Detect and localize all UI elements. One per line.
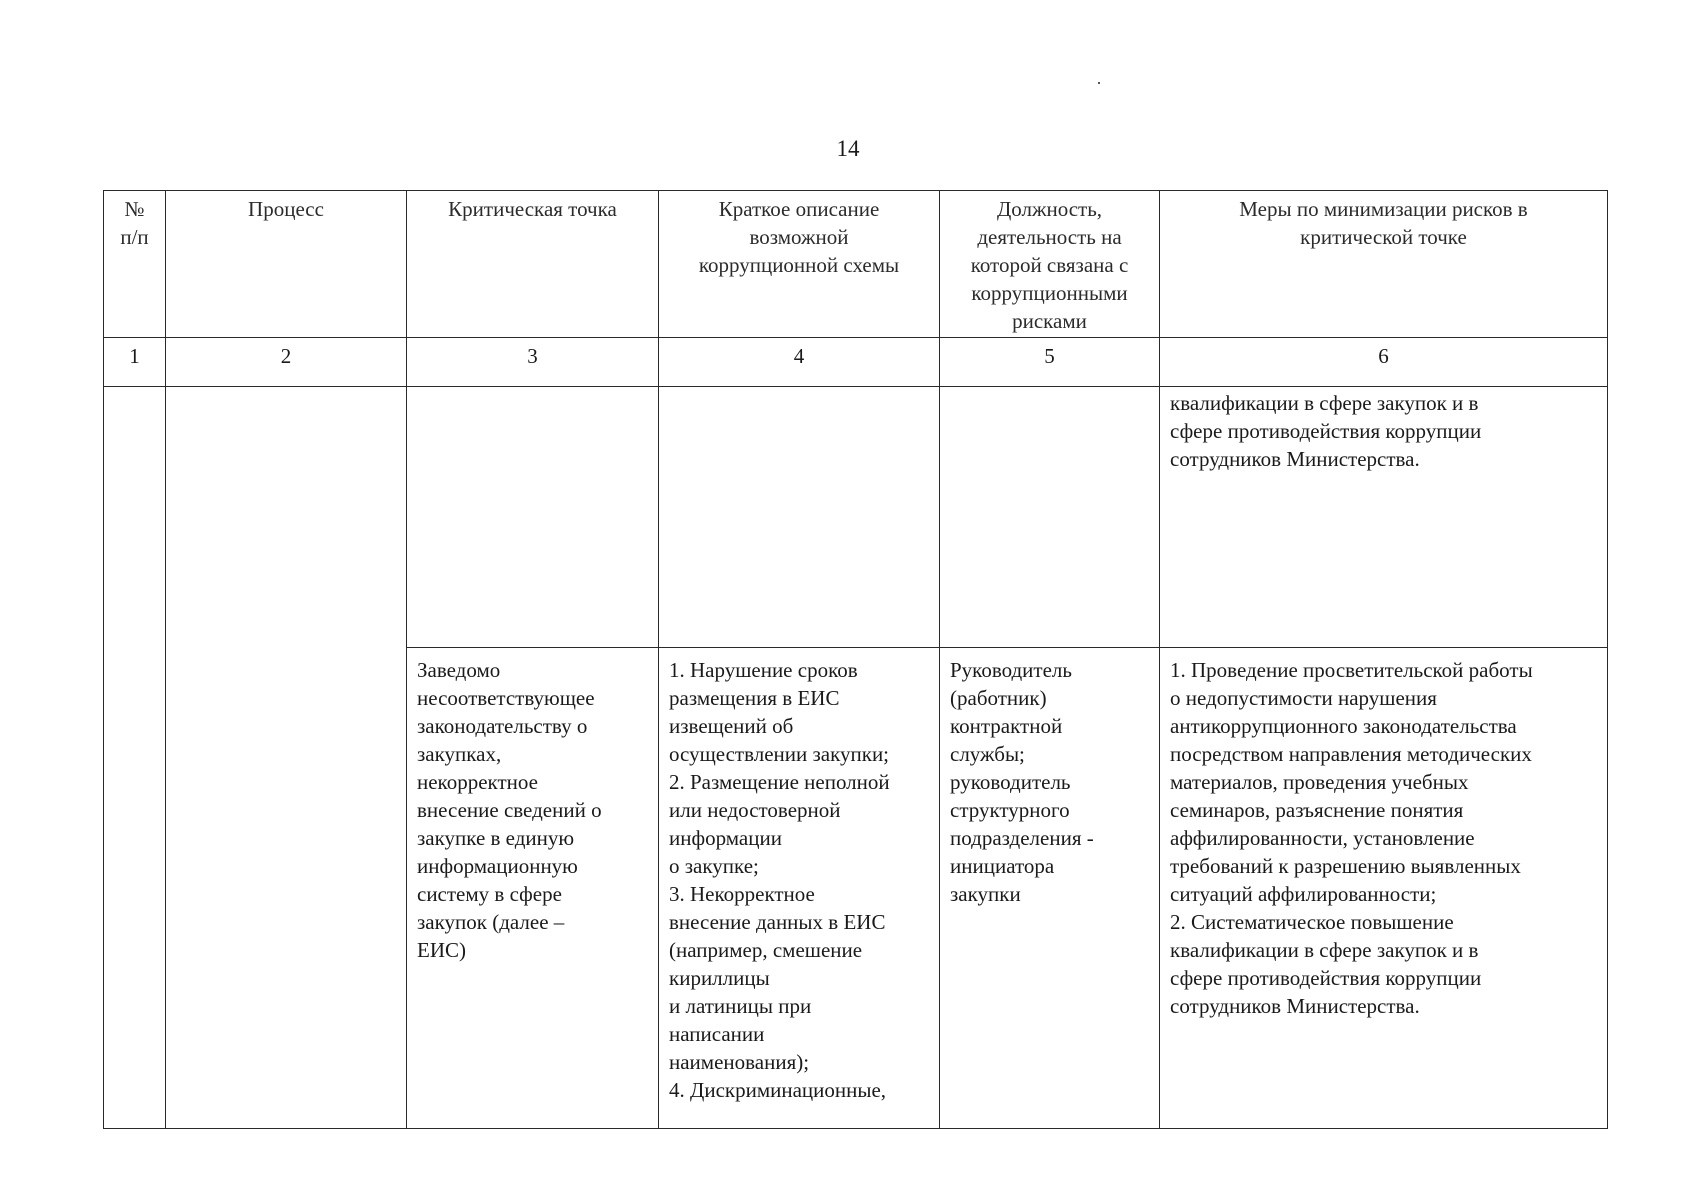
- cell-measures-continuation: квалификации в сфере закупок и в сфере противодействия коррупции сотрудников Министерства.: [1160, 387, 1608, 648]
- header-critical-point: Критическая точка: [407, 191, 659, 338]
- cell-scheme-empty: [659, 387, 940, 648]
- cell-position-empty: [940, 387, 1160, 648]
- cell-process-empty: [166, 648, 407, 1129]
- column-number: 6: [1160, 338, 1608, 387]
- cell-position: Руководитель (работник) контрактной службы; руководитель структурного подразделения - инициатора закупки: [940, 648, 1160, 1129]
- cell-number-empty: [104, 387, 166, 648]
- column-number-row: [104, 338, 1608, 387]
- table-row-continuation: [104, 387, 1608, 648]
- header-number: № п/п: [104, 191, 166, 338]
- cell-critical-point-empty: [407, 387, 659, 648]
- header-process: Процесс: [166, 191, 407, 338]
- scan-artifact-dot: [1098, 82, 1100, 84]
- column-number: 3: [407, 338, 659, 387]
- column-number: 5: [940, 338, 1160, 387]
- column-number: 2: [166, 338, 407, 387]
- cell-measures: 1. Проведение просветительской работы о недопустимости нарушения антикоррупционного законодательства посредством направления методических материалов, проведения учебных семинаров, разъяснение понятия аффилированности, установление требований к разрешению выявленных ситуаций аффилированности; 2. Систематическое повышение квалификации в сфере закупок и в сфере противодействия коррупции сотрудников Министерства.: [1160, 648, 1608, 1129]
- column-number: 4: [659, 338, 940, 387]
- column-number: 1: [104, 338, 166, 387]
- table-row: [104, 648, 1608, 1129]
- header-position: Должность, деятельность на которой связана с коррупционными рисками: [940, 191, 1160, 338]
- cell-scheme-description: 1. Нарушение сроков размещения в ЕИС извещений об осуществлении закупки; 2. Размещение неполной или недостоверной информации о закупке; 3. Некорректное внесение данных в ЕИС (например, смешение кириллицы и латиницы при написании наименования); 4. Дискриминационные,: [659, 648, 940, 1129]
- corruption-risk-table: [103, 190, 1608, 1129]
- cell-number-empty: [104, 648, 166, 1129]
- cell-process-empty: [166, 387, 407, 648]
- header-measures: Меры по минимизации рисков в критической точке: [1160, 191, 1608, 338]
- header-scheme-description: Краткое описание возможной коррупционной схемы: [659, 191, 940, 338]
- cell-critical-point: Заведомо несоответствующее законодательству о закупках, некорректное внесение сведений о закупке в единую информационную систему в сфере закупок (далее – ЕИС): [407, 648, 659, 1129]
- page-number: 14: [836, 136, 860, 161]
- table-header-row: [104, 191, 1608, 338]
